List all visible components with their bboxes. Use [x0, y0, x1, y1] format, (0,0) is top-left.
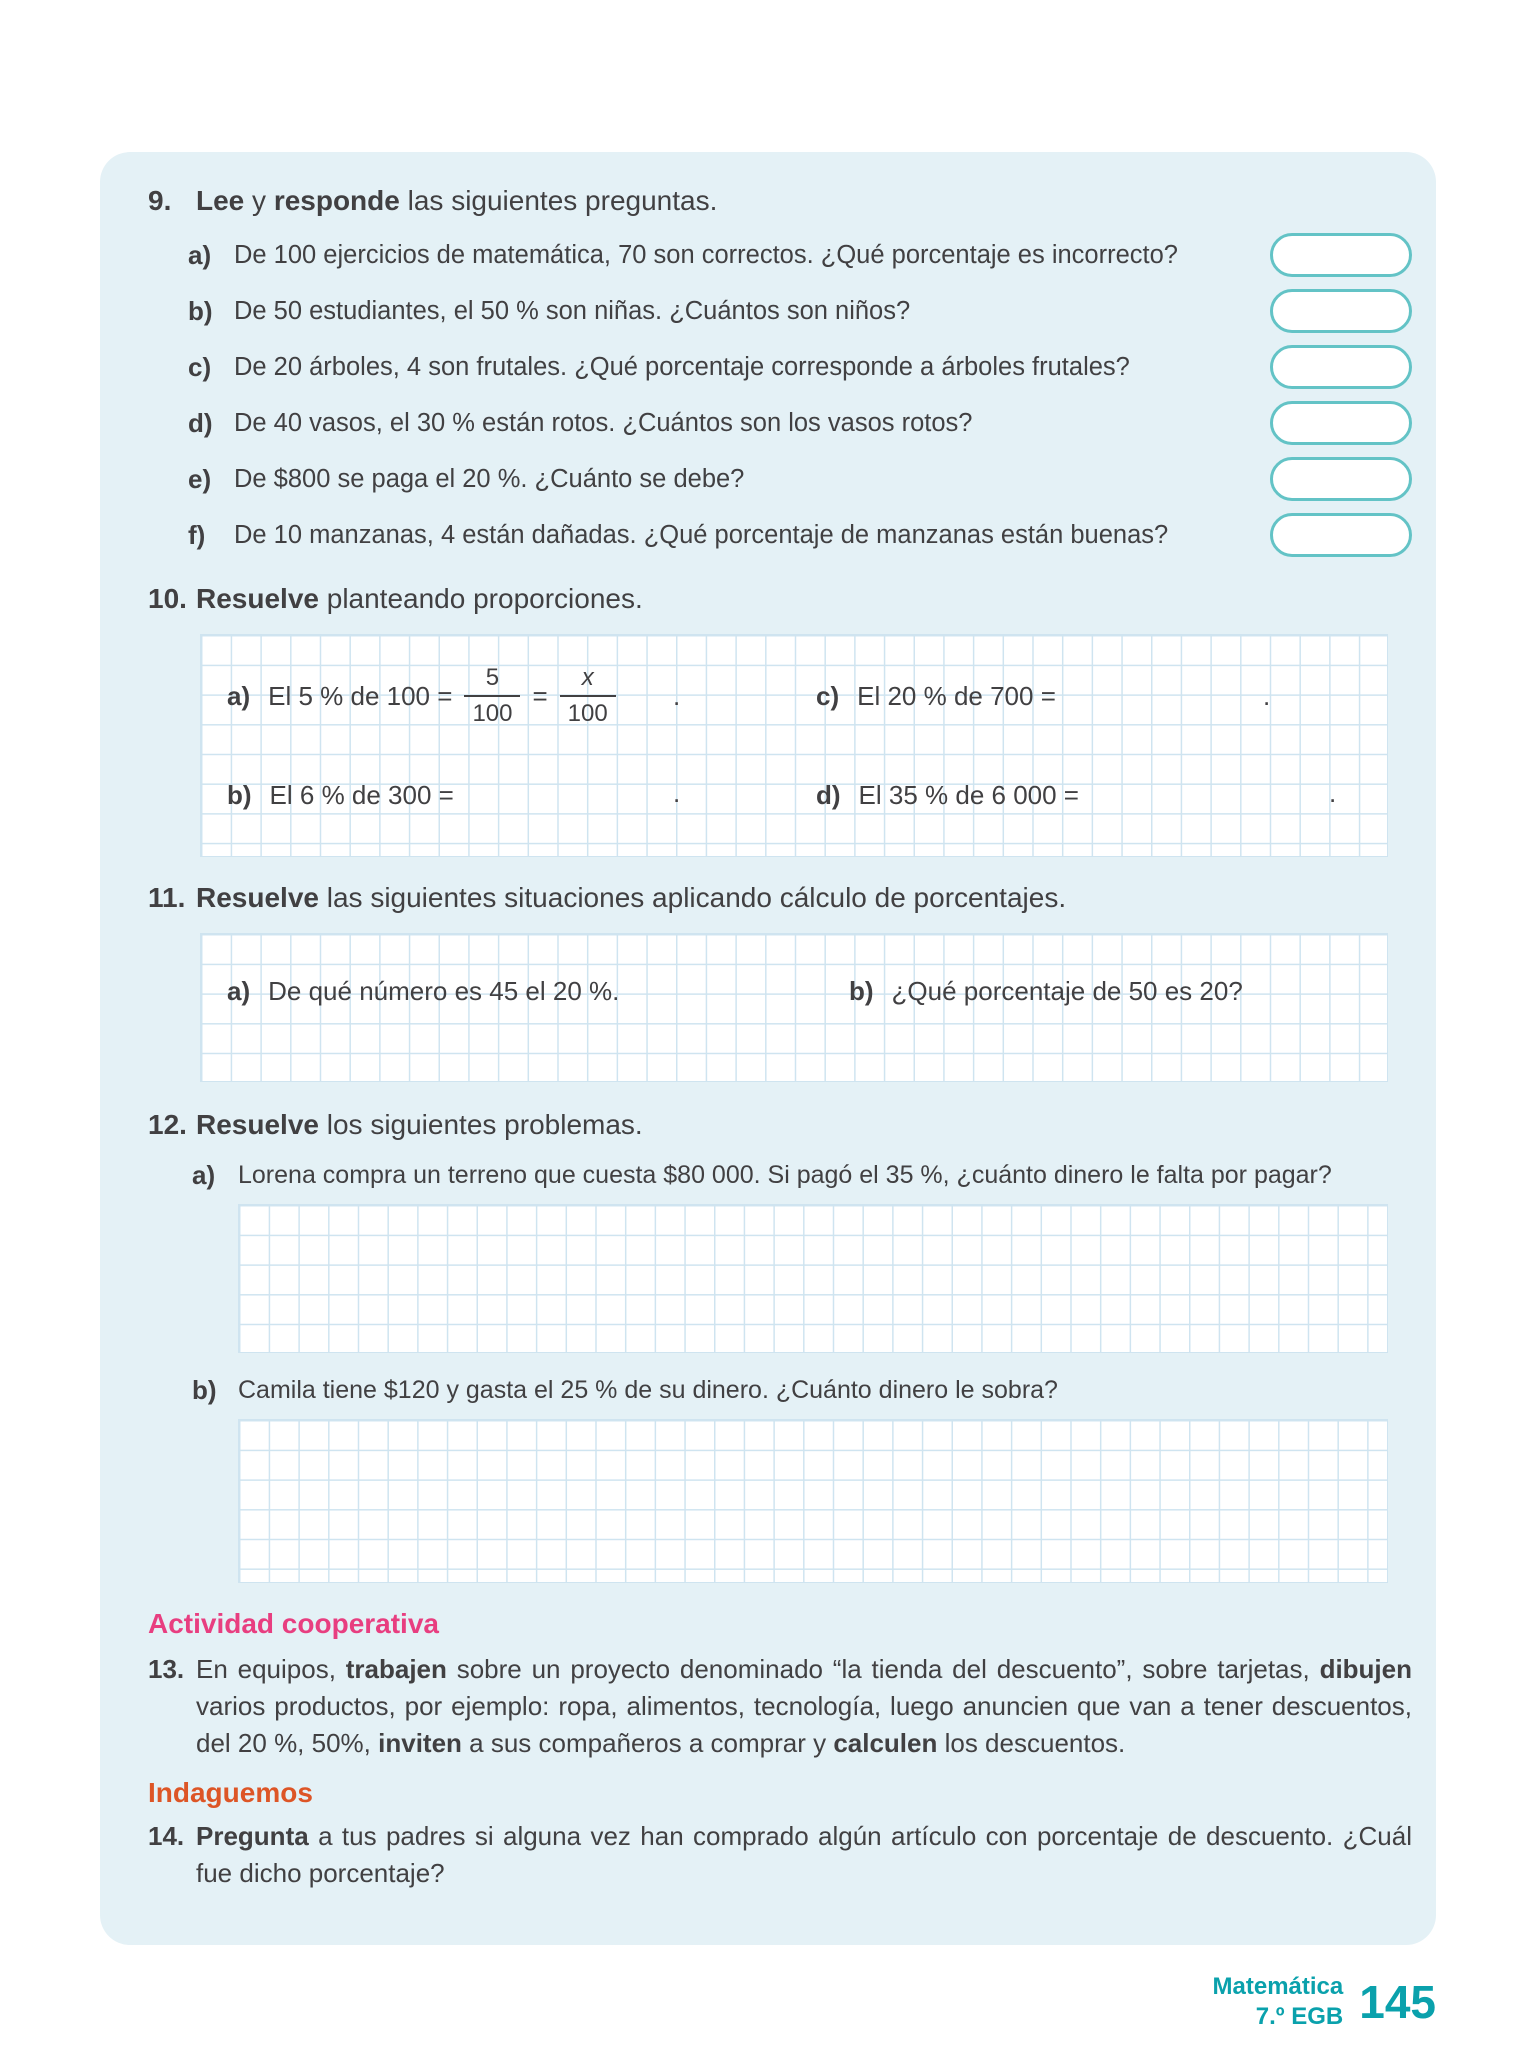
situation-item-a: [227, 968, 619, 1014]
answer-period: .: [1329, 778, 1337, 808]
question-row: [188, 232, 1412, 278]
item-letter: a): [192, 1160, 216, 1190]
equation-text: El 6 % de 300 =: [269, 779, 454, 810]
exercise-14-text: Pregunta a tus padres si alguna vez han comprado algún artículo con porcentaje de descuento. ¿Cuál fue dicho porcentaje?: [196, 1821, 1412, 1888]
item-letter: a): [188, 239, 212, 270]
question-text: De $800 se paga el 20 %. ¿Cuánto se debe?: [234, 464, 745, 493]
proportion-item-b: [227, 763, 454, 827]
exercise-number: 9.: [148, 185, 172, 216]
exercise-number: 12.: [148, 1109, 187, 1140]
proportion-item-d: [816, 763, 1079, 827]
answer-box[interactable]: [1270, 233, 1412, 277]
question-row: [188, 400, 1412, 446]
exercise-number: 11.: [148, 882, 186, 913]
item-letter: d): [816, 779, 841, 810]
item-letter: a): [227, 975, 251, 1006]
exercise-13-text: En equipos, trabajen sobre un proyecto denominado “la tienda del descuento”, sobre tarjetas, dibujen varios productos, por ejemplo: ropa, alimentos, tecnología, luego anuncien que van a tener descuentos, del 20 %, 50%, inviten a sus compañeros a comprar y calculen los descuentos.: [196, 1654, 1412, 1758]
equals-sign: =: [532, 680, 548, 711]
question-text: De 50 estudiantes, el 50 % son niñas. ¿Cuántos son niños?: [234, 296, 911, 325]
indaguemos-heading: Indaguemos: [148, 1777, 313, 1808]
item-letter: e): [188, 463, 212, 494]
answer-period: .: [1263, 681, 1271, 711]
grade-label: 7.º EGB: [1255, 2003, 1344, 2030]
page-number: 145: [1359, 1976, 1436, 2028]
proportion-item-a: [227, 649, 628, 743]
fraction-denominator: 100: [464, 695, 520, 727]
answer-box[interactable]: [1270, 345, 1412, 389]
cooperative-activity-heading: Actividad cooperativa: [148, 1608, 439, 1639]
question-row: [188, 288, 1412, 334]
question-text: De 10 manzanas, 4 están dañadas. ¿Qué porcentaje de manzanas están buenas?: [234, 520, 1169, 549]
equation-text: El 5 % de 100 =: [268, 680, 453, 711]
fraction-numerator: 5: [485, 663, 500, 691]
exercise-number: 14.: [148, 1821, 185, 1851]
answer-box[interactable]: [1270, 401, 1412, 445]
problem-item-a: [192, 1158, 1412, 1192]
item-letter: b): [227, 779, 252, 810]
answer-box[interactable]: [1270, 289, 1412, 333]
fraction: [464, 665, 520, 728]
fraction-numerator: x: [581, 663, 594, 691]
item-letter: f): [188, 519, 206, 550]
work-grid-percentages[interactable]: [200, 933, 1388, 1082]
question-row: [188, 512, 1412, 558]
item-letter: d): [188, 407, 213, 438]
exercise-9-heading: [148, 184, 1412, 218]
exercise-10-heading: [148, 582, 1412, 616]
exercise-number: 13.: [148, 1654, 185, 1684]
fraction: [560, 665, 616, 728]
exercise-title: Resuelve planteando proporciones.: [196, 583, 643, 614]
work-grid-problem-b[interactable]: [238, 1419, 1388, 1583]
item-letter: b): [188, 295, 213, 326]
answer-period: .: [673, 778, 681, 808]
situation-text: ¿Qué porcentaje de 50 es 20?: [891, 975, 1243, 1006]
question-text: De 100 ejercicios de matemática, 70 son correctos. ¿Qué porcentaje es incorrecto?: [234, 240, 1178, 269]
problem-text: Lorena compra un terreno que cuesta $80 000. Si pagó el 35 %, ¿cuánto dinero le falta por pagar?: [238, 1161, 1332, 1189]
exercise-13-paragraph: [148, 1651, 1412, 1762]
answer-box[interactable]: [1270, 457, 1412, 501]
subject-label: Matemática: [1212, 1973, 1344, 2000]
exercise-title: Resuelve los siguientes problemas.: [196, 1109, 643, 1140]
problem-text: Camila tiene $120 y gasta el 25 % de su dinero. ¿Cuánto dinero le sobra?: [238, 1376, 1058, 1404]
answer-box[interactable]: [1270, 513, 1412, 557]
proportion-item-c: [816, 649, 1056, 743]
equation-text: El 20 % de 700 =: [857, 680, 1056, 711]
work-grid-problem-a[interactable]: [238, 1204, 1388, 1353]
worksheet-panel: [100, 152, 1436, 1945]
exercise-11-heading: [148, 881, 1412, 915]
work-grid-proportions[interactable]: [200, 634, 1388, 857]
question-text: De 20 árboles, 4 son frutales. ¿Qué porcentaje corresponde a árboles frutales?: [234, 352, 1130, 381]
item-letter: b): [192, 1375, 217, 1405]
exercise-9-items: [188, 232, 1412, 558]
subject-grade-label: [1213, 1972, 1344, 2032]
situation-item-b: [849, 968, 1243, 1014]
exercise-title: Lee y responde las siguientes preguntas.: [196, 185, 718, 216]
exercise-12-heading: [148, 1108, 1412, 1142]
item-letter: c): [816, 680, 840, 711]
problem-item-b: [192, 1373, 1412, 1407]
exercise-title: Resuelve las siguientes situaciones aplicando cálculo de porcentajes.: [196, 882, 1067, 913]
item-letter: c): [188, 351, 212, 382]
question-row: [188, 456, 1412, 502]
situation-text: De qué número es 45 el 20 %.: [268, 975, 620, 1006]
exercise-number: 10.: [148, 583, 187, 614]
question-text: De 40 vasos, el 30 % están rotos. ¿Cuántos son los vasos rotos?: [234, 408, 973, 437]
equation-text: El 35 % de 6 000 =: [858, 779, 1079, 810]
fraction-denominator: 100: [560, 695, 616, 727]
item-letter: b): [849, 975, 874, 1006]
item-letter: a): [227, 680, 251, 711]
question-row: [188, 344, 1412, 390]
answer-period: .: [673, 681, 681, 711]
page-footer: [1213, 1972, 1436, 2032]
exercise-14-paragraph: [148, 1818, 1412, 1892]
